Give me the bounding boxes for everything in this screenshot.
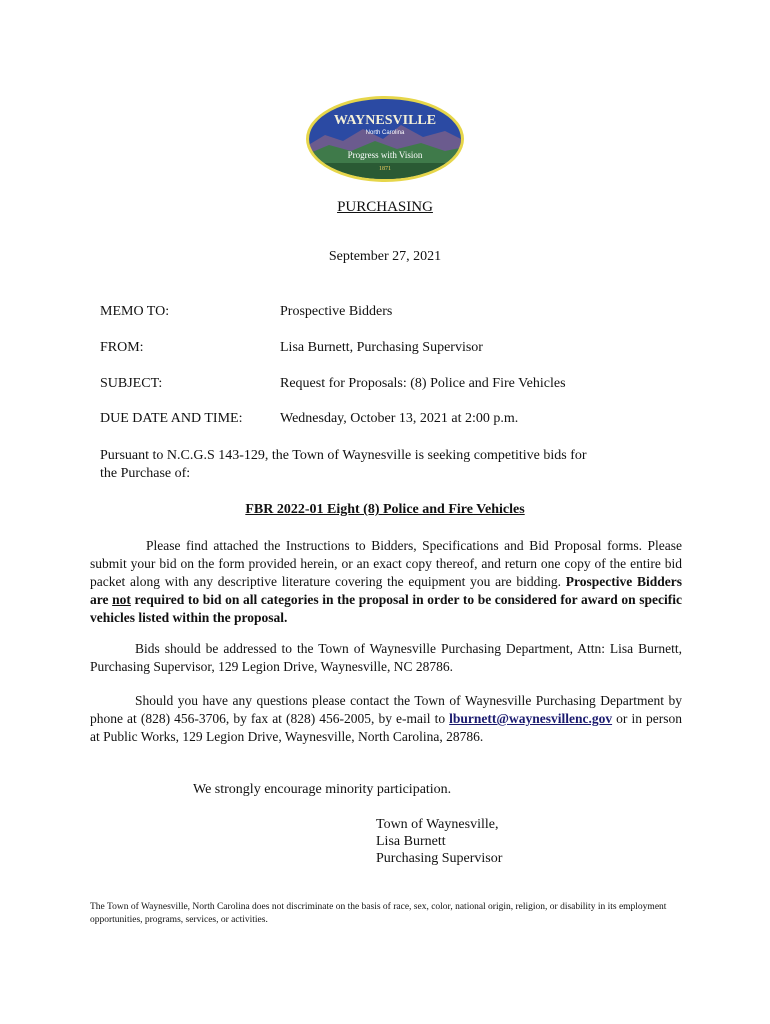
bidders-note-b: required to bid on all categories in the proposal in order to be considered for award on specific vehicles listed within the proposal. (90, 592, 683, 625)
signature-org: Town of Waynesville, (376, 817, 499, 832)
memo-due-value: Wednesday, October 13, 2021 at 2:00 p.m. (280, 411, 519, 426)
logo-year: 1871 (379, 166, 391, 172)
memo-from-label: FROM: (100, 340, 144, 355)
waynesville-logo (305, 95, 465, 183)
logo-state: North Carolina (365, 130, 405, 136)
memo-subject-value: Request for Proposals: (8) Police and Fire Vehicles (280, 376, 566, 391)
memo-to-value: Prospective Bidders (280, 304, 393, 319)
bid-heading: FBR 2022-01 Eight (8) Police and Fire Vehicles (245, 502, 525, 517)
memo-date: September 27, 2021 (328, 249, 442, 264)
page-title: PURCHASING (337, 199, 433, 215)
instructions-paragraph (90, 537, 682, 627)
minority-note: We strongly encourage minority participation. (193, 782, 452, 797)
signature-name: Lisa Burnett (376, 834, 446, 849)
nondiscrimination-footer: The Town of Waynesville, North Carolina does not discriminate on the basis of race, sex, color, national origin, religion, or disability in its employment opportunities, programs, services, or activities. (90, 902, 667, 925)
signature-title: Purchasing Supervisor (376, 851, 503, 866)
contact-text-a: Should you have any questions please contact the Town of Waynesville Purchasing Department by phone at (828) 456-3706, by fax at (828) 456-2005, by e-mail to (90, 693, 682, 726)
email-link[interactable]: lburnett@waynesvillenc.gov (449, 711, 613, 726)
bidders-note-not: not (112, 592, 131, 607)
memo-from-value: Lisa Burnett, Purchasing Supervisor (280, 340, 483, 355)
contact-text-b: or in person at Public Works, 129 Legion Drive, Waynesville, North Carolina, 28786. (90, 711, 682, 744)
instructions-text: Please find attached the Instructions to Bidders, Specifications and Bid Proposal forms. Please submit your bid on the form provided herein, or an exact copy thereof, and return one copy of the entire bid packet along with any descriptive literature covering the equipment you are bidding. (90, 538, 682, 589)
bidders-note-a: Prospective Bidders are (90, 574, 683, 607)
intro-paragraph: Pursuant to N.C.G.S 143-129, the Town of Waynesville is seeking competitive bids for the Purchase of: (100, 448, 587, 481)
logo-name: WAYNESVILLE (333, 113, 437, 128)
memo-to-label: MEMO TO: (100, 304, 170, 319)
contact-paragraph (90, 692, 682, 746)
logo-slogan: Progress with Vision (347, 150, 423, 160)
address-paragraph: Bids should be addressed to the Town of Waynesville Purchasing Department, Attn: Lisa Burnett, Purchasing Supervisor, 129 Legion Drive, Waynesville, NC 28786. (90, 641, 682, 674)
memo-due-label: DUE DATE AND TIME: (100, 411, 243, 426)
memo-subject-label: SUBJECT: (100, 376, 163, 391)
